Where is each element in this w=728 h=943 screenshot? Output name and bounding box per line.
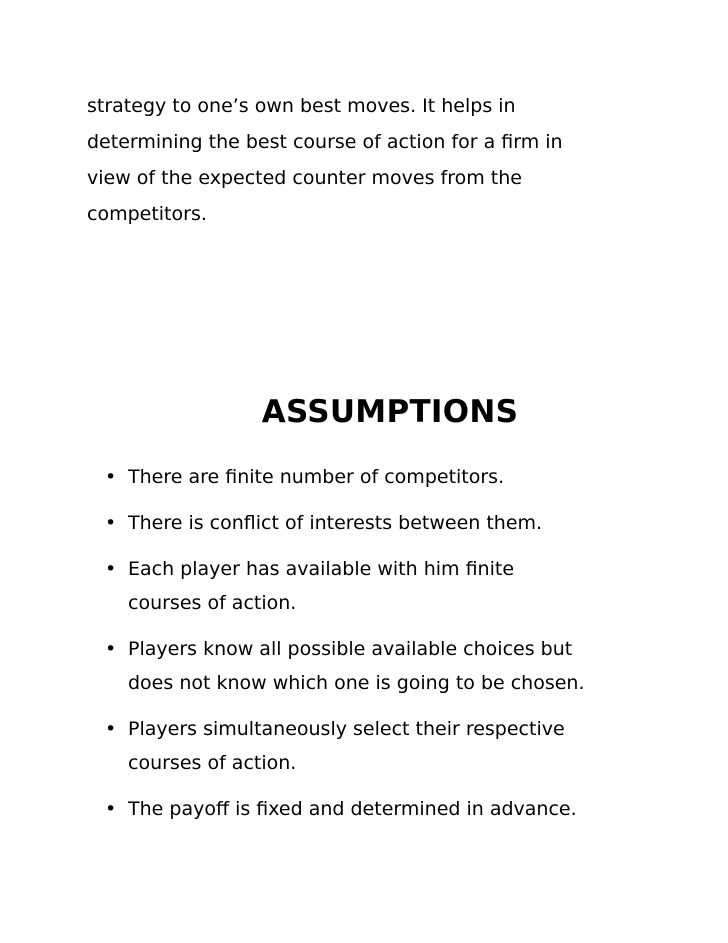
intro-paragraph <box>87 88 647 232</box>
list-item-text: Players simultaneously select their respective <box>128 718 565 740</box>
bullet-icon: • <box>105 558 117 580</box>
bullet-icon: • <box>105 798 117 820</box>
list-item-text: courses of action. <box>128 752 297 774</box>
bullet-icon: • <box>105 638 117 660</box>
intro-line: determining the best course of action for a firm in <box>87 131 563 153</box>
assumptions-list <box>104 460 704 838</box>
list-item <box>104 552 704 620</box>
list-item <box>104 632 704 700</box>
list-item-text: Each player has available with him finite <box>128 558 515 580</box>
bullet-icon: • <box>105 466 117 488</box>
intro-line: view of the expected counter moves from the <box>87 167 522 189</box>
list-item <box>104 792 704 826</box>
list-item <box>104 506 704 540</box>
bullet-icon: • <box>105 718 117 740</box>
list-item-text: The payoff is fixed and determined in advance. <box>128 798 577 820</box>
list-item <box>104 712 704 780</box>
intro-line: competitors. <box>87 203 207 225</box>
list-item-text: There is conflict of interests between them. <box>128 512 543 534</box>
list-item-text: courses of action. <box>128 592 297 614</box>
section-heading: ASSUMPTIONS <box>261 394 519 430</box>
list-item-text: There are finite number of competitors. <box>128 466 505 488</box>
bullet-icon: • <box>105 512 117 534</box>
list-item-text: Players know all possible available choices but <box>128 638 573 660</box>
list-item <box>104 460 704 494</box>
intro-line: strategy to one’s own best moves. It helps in <box>87 95 516 117</box>
list-item-text: does not know which one is going to be chosen. <box>128 672 585 694</box>
